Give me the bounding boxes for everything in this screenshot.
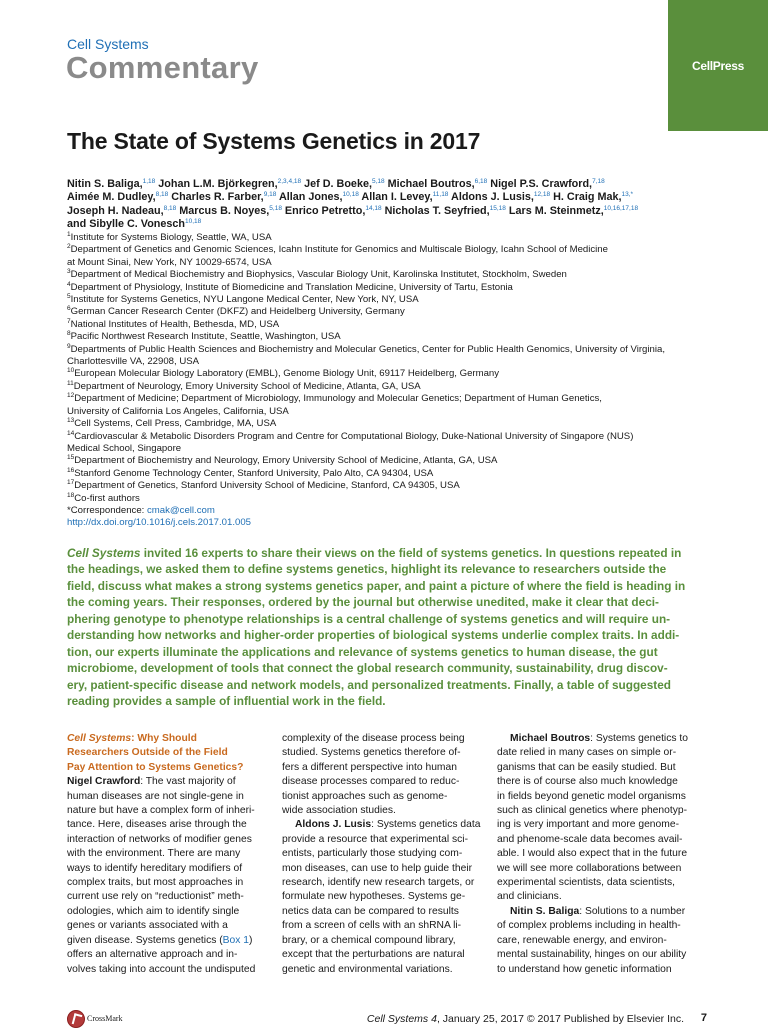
author-line bbox=[67, 218, 707, 231]
affiliation-text: Co-first authors bbox=[74, 492, 140, 504]
text-line: phering genotype to phenotype relationships is a central challenge of systems genetics and will require un- bbox=[67, 611, 671, 626]
affiliation-line bbox=[67, 344, 707, 356]
author-name: Michael Boutros, bbox=[384, 178, 475, 190]
text-line bbox=[67, 934, 257, 948]
question-heading-line: Pay Attention to Systems Genetics? bbox=[67, 761, 244, 773]
affiliation-line bbox=[67, 244, 707, 256]
affiliation-number: 4 bbox=[67, 280, 71, 288]
author-name: Enrico Petretto, bbox=[281, 204, 366, 217]
text-line: current use rely on “reductionist” meth- bbox=[67, 891, 244, 903]
author-name: Aimée M. Dudley, bbox=[67, 191, 156, 204]
footer-journal-italic: Cell Systems 4 bbox=[366, 1013, 437, 1025]
text-fragment: given disease. Systems genetics ( bbox=[67, 934, 223, 946]
question-heading-line: Researchers Outside of the Field bbox=[67, 747, 228, 759]
text-line: field, discuss what makes a strong systems genetics paper, and paint a picture of where the field is heading in bbox=[67, 578, 686, 593]
text-line: netics data can be compared to results bbox=[282, 905, 459, 917]
affiliation-line bbox=[67, 282, 707, 294]
text-line: tionist approaches such as genome- bbox=[282, 790, 448, 802]
author-name: Marcus B. Noyes, bbox=[176, 204, 270, 217]
text-line: and clinicians. bbox=[497, 891, 562, 903]
affiliation-line bbox=[67, 443, 707, 455]
affiliation-line bbox=[67, 393, 707, 405]
affiliation-text: Stanford Genome Technology Center, Stanford University, Palo Alto, CA 94304, USA bbox=[74, 467, 434, 479]
text-line: the coming years. Their responses, ordered by the journal but otherwise unedited, make it clear that deci- bbox=[67, 595, 659, 610]
text-line: and phenome-scale data becomes avail- bbox=[497, 833, 683, 845]
affiliation-number: 8 bbox=[67, 330, 71, 338]
crossmark-badge[interactable] bbox=[67, 1010, 137, 1024]
author-affiliation-marker[interactable]: 5,18 bbox=[269, 204, 282, 212]
paragraph-text: : Systems genetics to bbox=[590, 733, 688, 744]
affiliation-line bbox=[67, 269, 707, 281]
affiliation-number: 15 bbox=[67, 454, 75, 462]
author-name: Jef D. Boeke, bbox=[301, 178, 372, 190]
correspondence-label: *Correspondence: bbox=[67, 504, 147, 516]
author-affiliation-marker[interactable]: 7,18 bbox=[592, 178, 605, 185]
affiliation-line bbox=[67, 418, 707, 430]
affiliation-number: 1 bbox=[67, 231, 71, 238]
affiliation-number: 12 bbox=[67, 392, 75, 400]
affiliation-text: at Mount Sinai, New York, NY 10029-6574, USA bbox=[67, 256, 272, 268]
text-line: such as clinical genetics where phenotyp- bbox=[497, 805, 688, 817]
affiliation-text: Cell Systems, Cell Press, Cambridge, MA, USA bbox=[74, 418, 277, 430]
text-line: there is of course also much knowledge bbox=[497, 776, 678, 788]
text-line: genetic and environmental variations. bbox=[282, 963, 453, 975]
affiliation-number: 9 bbox=[67, 342, 71, 350]
affiliation-text: Department of Genetics, Stanford University School of Medicine, Stanford, CA 94305, USA bbox=[74, 480, 460, 492]
footer-citation-text: , January 25, 2017 © 2017 Published by Elsevier Inc. bbox=[436, 1013, 684, 1025]
author-name: Aldons J. Lusis, bbox=[448, 191, 534, 204]
paragraph-first-line bbox=[497, 732, 687, 746]
abstract bbox=[67, 545, 707, 710]
text-line: from a screen of cells with an shRNA li- bbox=[282, 920, 462, 932]
correspondence-email-link[interactable]: cmak@cell.com bbox=[147, 504, 215, 516]
author-affiliation-marker[interactable]: 8,18 bbox=[155, 191, 169, 199]
author-affiliation-marker[interactable]: 1,18 bbox=[142, 178, 156, 185]
text-line: reading provides a sample of influential work in the field. bbox=[67, 694, 386, 709]
affiliation-number: 13 bbox=[67, 417, 75, 425]
author-affiliation-marker[interactable]: 10,18 bbox=[342, 191, 359, 199]
text-line: tance. Here, diseases arise through the bbox=[67, 819, 247, 831]
author-line bbox=[67, 205, 707, 218]
affiliation-text: German Cancer Research Center (DKFZ) and Heidelberg University, Germany bbox=[70, 306, 405, 318]
affiliation-number: 14 bbox=[67, 429, 75, 437]
author-name: Nicholas T. Seyfried, bbox=[381, 204, 490, 217]
text-line: complex traits, but most approaches in bbox=[67, 877, 244, 889]
article-title: The State of Systems Genetics in 2017 bbox=[67, 128, 481, 154]
journal-name[interactable]: Cell Systems bbox=[67, 36, 149, 52]
author-line bbox=[67, 191, 707, 204]
affiliation-line bbox=[67, 232, 707, 244]
author-name: and Sibylle C. Vonesch bbox=[67, 218, 185, 231]
author-affiliation-marker[interactable]: 9,18 bbox=[263, 191, 277, 199]
affiliation-line bbox=[67, 493, 707, 505]
text-line: of complex problems including in health- bbox=[497, 920, 681, 932]
paragraph-text: : The vast majority of bbox=[140, 776, 236, 788]
affiliation-number: 6 bbox=[67, 305, 71, 313]
affiliation-text: European Molecular Biology Laboratory (EMBL), Genome Biology Unit, 69117 Heidelberg, Germany bbox=[74, 368, 500, 380]
affiliation-text: University of California Los Angeles, California, USA bbox=[67, 405, 289, 417]
author-name: Joseph H. Nadeau, bbox=[67, 204, 164, 217]
affiliation-text: Department of Medical Biochemistry and Biophysics, Vascular Biology Unit, Karolinska Institutet, Stockholm, Sweden bbox=[70, 269, 567, 281]
affiliation-number: 18 bbox=[67, 491, 75, 499]
affiliation-line bbox=[67, 480, 707, 492]
paragraph-text: : Solutions to a number bbox=[579, 905, 686, 917]
text-line: interaction of networks of modifier genes bbox=[67, 833, 252, 845]
author-affiliation-marker[interactable]: 6,18 bbox=[474, 178, 488, 185]
text-line: ing is very important and more genome- bbox=[497, 819, 679, 831]
text-line: wide association studies. bbox=[282, 805, 396, 817]
text-line: with the environment. There are many bbox=[67, 848, 241, 860]
affiliation-text: Department of Physiology, Institute of Biomedicine and Translation Medicine, University of Tartu, Estonia bbox=[70, 281, 513, 293]
paragraph-text: : Systems genetics data bbox=[371, 819, 481, 831]
author-name: Johan L.M. Björkegren, bbox=[155, 178, 278, 190]
abstract-line-text: invited 16 experts to share their views on the field of systems genetics. In questions repeated in bbox=[140, 546, 682, 560]
affiliation-text: Department of Biochemistry and Neurology, Emory University School of Medicine, Atlanta, GA, USA bbox=[74, 455, 498, 467]
author-affiliation-marker[interactable]: 10,18 bbox=[185, 218, 202, 226]
text-line: mon diseases, can use to help guide their bbox=[282, 862, 473, 874]
text-line: offers an alternative approach and in- bbox=[67, 949, 238, 961]
affiliation-number: 10 bbox=[67, 367, 75, 375]
text-line: we will see more collaborations between bbox=[497, 862, 682, 874]
text-line: entists, particularly those studying com- bbox=[282, 848, 463, 860]
text-line: provide a resource that experimental sci- bbox=[282, 833, 469, 845]
affiliation-text: Department of Neurology, Emory University School of Medicine, Atlanta, GA, USA bbox=[73, 380, 421, 392]
text-line: ery, patient-specific disease and network models, and personalized treatments. Finally, a table of suggested bbox=[67, 677, 671, 692]
text-line: except that the perturbations are natural bbox=[282, 949, 465, 961]
affiliation-line bbox=[67, 431, 707, 443]
crossmark-icon bbox=[67, 1010, 85, 1028]
text-line: disease processes compared to reduc- bbox=[282, 776, 460, 788]
text-line: to understand how genetic information bbox=[497, 963, 672, 975]
speaker-name: Nitin S. Baliga bbox=[510, 905, 580, 917]
author-affiliation-marker[interactable]: 5,18 bbox=[371, 178, 385, 185]
text-line: volves taking into account the undisputed bbox=[67, 963, 256, 975]
body-column-1 bbox=[67, 732, 257, 977]
text-line: microbiome, development of tools that connect the global research community, sustainability, drug discov- bbox=[67, 661, 668, 676]
affiliation-line bbox=[67, 294, 707, 306]
author-line bbox=[67, 178, 707, 191]
page-footer bbox=[0, 1010, 768, 1024]
affiliation-line bbox=[67, 368, 707, 380]
text-line: human diseases are not single-gene in bbox=[67, 790, 244, 802]
affiliation-line bbox=[67, 319, 707, 331]
text-fragment: ) bbox=[249, 934, 253, 946]
text-line: care, renewable energy, and environ- bbox=[497, 934, 667, 946]
affiliation-line bbox=[67, 406, 707, 418]
doi-link[interactable]: http://dx.doi.org/10.1016/j.cels.2017.01.005 bbox=[67, 517, 252, 529]
affiliation-line bbox=[67, 455, 707, 467]
affiliation-text: Department of Genetics and Genomic Sciences, Icahn Institute for Genomics and Multiscale Biology, Icahn School of Medicine bbox=[70, 244, 608, 256]
affiliation-list bbox=[67, 232, 707, 530]
author-affiliation-marker[interactable]: 14,18 bbox=[365, 204, 382, 212]
affiliation-text: Cardiovascular & Metabolic Disorders Program and Centre for Computational Biology, Duke-National University of Singapore (NUS) bbox=[74, 430, 634, 442]
affiliation-number: 2 bbox=[67, 243, 71, 251]
abstract-journal-italic: Cell Systems bbox=[67, 546, 141, 560]
author-affiliation-marker[interactable]: 8,18 bbox=[163, 204, 177, 212]
author-affiliation-marker[interactable]: 15,18 bbox=[489, 204, 506, 212]
text-line: studied. Systems genetics therefore of- bbox=[282, 747, 461, 759]
affiliation-line bbox=[67, 468, 707, 480]
affiliation-line bbox=[67, 257, 707, 269]
body-column-2 bbox=[282, 732, 481, 977]
cellpress-logo: CellPress bbox=[691, 59, 744, 73]
author-name: Charles R. Farber, bbox=[168, 191, 264, 204]
affiliation-text: Medical School, Singapore bbox=[67, 442, 182, 454]
text-line: date relied in many cases on simple or- bbox=[497, 747, 677, 759]
author-name: H. Craig Mak, bbox=[550, 191, 622, 204]
affiliation-text: Departments of Public Health Sciences and Biochemistry and Molecular Genetics, Center for Public Health Genomics, University of Virginia, bbox=[70, 343, 665, 355]
text-line: experimental scientists, data scientists, bbox=[497, 877, 675, 889]
text-line: derstanding how networks and higher-order properties of biological systems underlie complex traits. In addi- bbox=[67, 628, 680, 643]
author-name: Nigel P.S. Crawford, bbox=[487, 178, 593, 190]
author-name: Allan I. Levey, bbox=[358, 191, 433, 204]
affiliation-number: 3 bbox=[67, 268, 71, 276]
affiliation-number: 5 bbox=[67, 293, 71, 301]
author-list bbox=[67, 178, 707, 232]
affiliation-text: Department of Medicine; Department of Microbiology, Immunology and Molecular Genetics; Department of Human Genetics, bbox=[74, 393, 602, 405]
text-line: the headings, we asked them to define systems genetics, highlight its relevance to researchers outside the bbox=[67, 562, 667, 577]
speaker-name: Nigel Crawford bbox=[67, 776, 141, 788]
affiliation-number: 7 bbox=[67, 317, 71, 325]
affiliation-line bbox=[67, 331, 707, 343]
text-line: fers a different perspective into human bbox=[282, 761, 457, 773]
text-line: able. I would also expect that in the future bbox=[497, 848, 688, 860]
question-heading-line bbox=[67, 732, 257, 746]
paragraph-first-line bbox=[67, 775, 257, 789]
text-line: odologies, which aim to identify single bbox=[67, 905, 240, 917]
affiliation-text: National Institutes of Health, Bethesda, MD, USA bbox=[70, 318, 280, 330]
affiliation-text: Institute for Systems Genetics, NYU Langone Medical Center, New York, NY, USA bbox=[70, 294, 419, 306]
section-label: Commentary bbox=[66, 50, 259, 85]
body-column-3 bbox=[497, 732, 687, 977]
footer-citation bbox=[367, 1013, 684, 1025]
correspondence-line bbox=[67, 505, 707, 517]
paragraph-first-line bbox=[497, 905, 687, 919]
question-heading-italic: Cell Systems bbox=[67, 733, 132, 744]
cellpress-badge[interactable] bbox=[668, 0, 768, 131]
author-affiliation-marker[interactable]: 2,3,4,18 bbox=[277, 178, 302, 185]
text-line: ganisms that can be easily studied. But bbox=[497, 761, 676, 773]
affiliation-text: Charlottesville VA, 22908, USA bbox=[67, 356, 200, 368]
author-affiliation-marker[interactable]: 13,* bbox=[621, 191, 634, 199]
author-affiliation-marker[interactable]: 10,16,17,18 bbox=[603, 204, 639, 212]
affiliation-line bbox=[67, 356, 707, 368]
box-1-link[interactable]: Box 1 bbox=[222, 934, 250, 946]
affiliation-number: 17 bbox=[67, 479, 75, 487]
text-line: complexity of the disease process being bbox=[282, 733, 465, 744]
affiliation-number: 11 bbox=[67, 379, 74, 387]
text-line: genes or variants associated with a bbox=[67, 920, 228, 932]
text-line: research, identify new research targets, or bbox=[282, 877, 475, 889]
text-line: in fields beyond genetic model organisms bbox=[497, 790, 686, 802]
question-heading-text: : Why Should bbox=[131, 733, 197, 744]
paragraph-first-line bbox=[282, 818, 481, 832]
text-line: formulate new hypotheses. Systems ge- bbox=[282, 891, 466, 903]
text-line: tion, our experts illuminate the applications and relevance of systems genetics to human disease, the gut bbox=[67, 644, 658, 659]
speaker-name: Michael Boutros bbox=[510, 733, 591, 744]
abstract-line-first bbox=[67, 545, 707, 561]
affiliation-text: Institute for Systems Biology, Seattle, WA, USA bbox=[70, 232, 272, 243]
author-name: Nitin S. Baliga, bbox=[67, 178, 143, 190]
author-affiliation-marker[interactable]: 12,18 bbox=[533, 191, 551, 199]
author-name: Lars M. Steinmetz, bbox=[505, 204, 604, 217]
author-name: Allan Jones, bbox=[276, 191, 343, 204]
text-line: nature but have a complex form of inheri- bbox=[67, 805, 255, 817]
affiliation-text: Pacific Northwest Research Institute, Seattle, Washington, USA bbox=[70, 331, 341, 343]
page-number: 7 bbox=[700, 1012, 707, 1024]
text-line: ways to identify hereditary modifiers of bbox=[67, 862, 243, 874]
speaker-name: Aldons J. Lusis bbox=[295, 819, 372, 831]
affiliation-line bbox=[67, 381, 707, 393]
author-affiliation-marker[interactable]: 11,18 bbox=[432, 191, 449, 199]
affiliation-number: 16 bbox=[67, 466, 75, 474]
crossmark-label: CrossMark bbox=[87, 1014, 123, 1023]
text-line: mental sustainability, hinges on our ability bbox=[497, 949, 687, 961]
text-line: brary, or a chemical compound library, bbox=[282, 934, 456, 946]
affiliation-line bbox=[67, 306, 707, 318]
